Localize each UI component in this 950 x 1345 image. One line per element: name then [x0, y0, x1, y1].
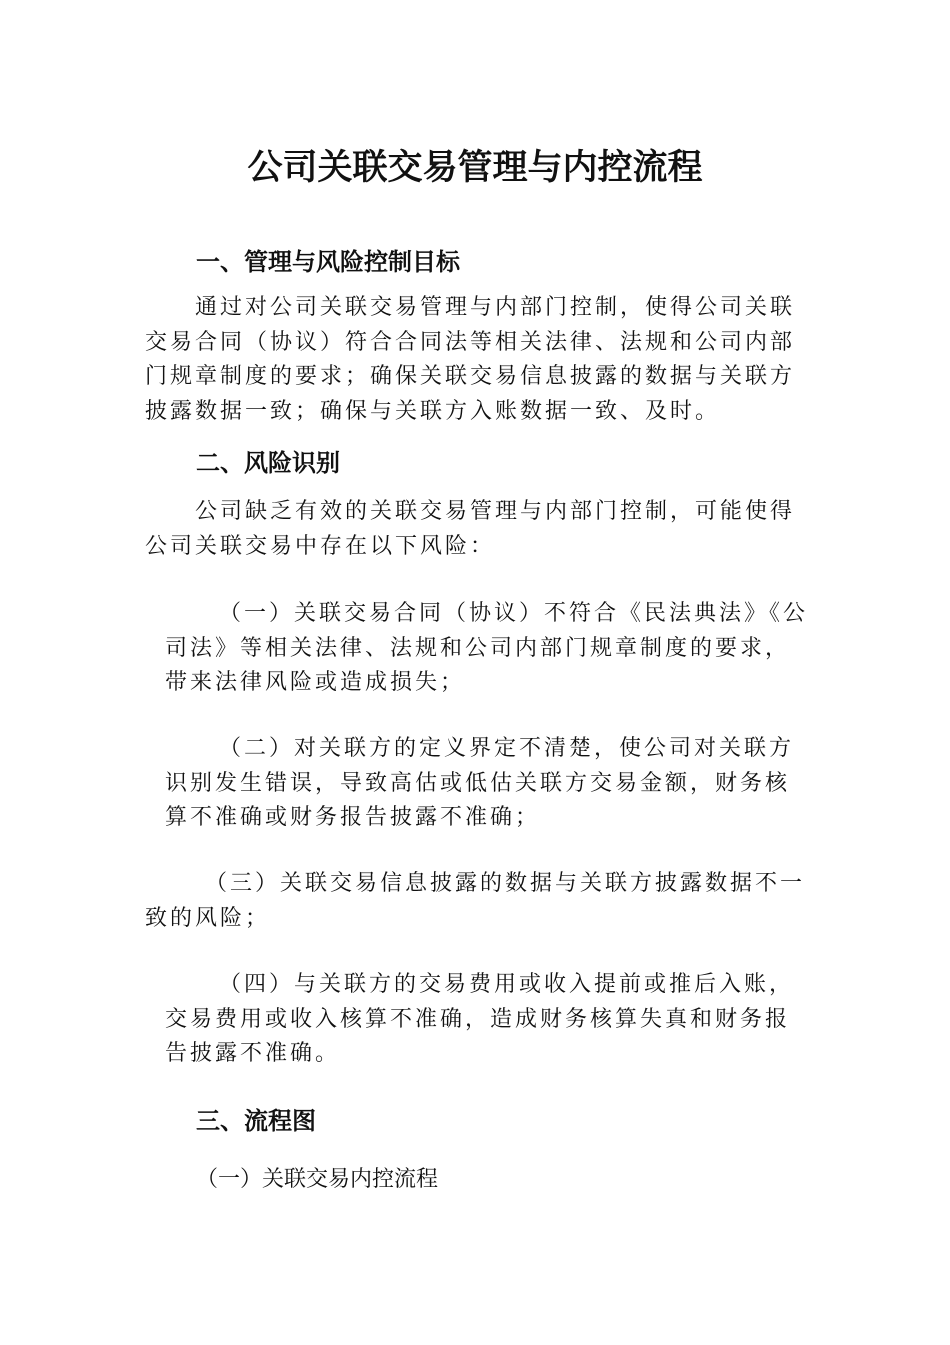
risk-intro-paragraph: 公司缺乏有效的关联交易管理与内部门控制，可能使得公司关联交易中存在以下风险： [145, 499, 796, 559]
objectives-paragraph: 通过对公司关联交易管理与内部门控制，使得公司关联交易合同（协议）符合合同法等相关法律、法规和公司内部门规章制度的要求；确保关联交易信息披露的数据与关联方披露数据一致；确保与关联方入账数据一致、及时。 [145, 295, 796, 424]
risk-item-1: （一）关联交易合同（协议）不符合《民法典法》《公司法》等相关法律、法规和公司内部门规章制度的要求，带来法律风险或造成损失； [165, 601, 809, 695]
document-title: 公司关联交易管理与内控流程 [247, 148, 703, 188]
section-heading-risk-identification: 二、风险识别 [196, 449, 340, 477]
flowchart-subheading: （一）关联交易内控流程 [196, 1167, 439, 1192]
section-heading-objectives: 一、管理与风险控制目标 [196, 248, 460, 276]
risk-item-2: （二）对关联方的定义界定不清楚，使公司对关联方识别发生错误，导致高估或低估关联方交易金额，财务核算不准确或财务报告披露不准确； [165, 736, 795, 830]
section-heading-flowchart: 三、流程图 [196, 1107, 316, 1135]
risk-item-4: （四）与关联方的交易费用或收入提前或推后入账，交易费用或收入核算不准确，造成财务核算失真和财务报告披露不准确。 [165, 972, 795, 1066]
risk-item-3: （三）关联交易信息披露的数据与关联方披露数据不一致的风险； [145, 871, 806, 931]
